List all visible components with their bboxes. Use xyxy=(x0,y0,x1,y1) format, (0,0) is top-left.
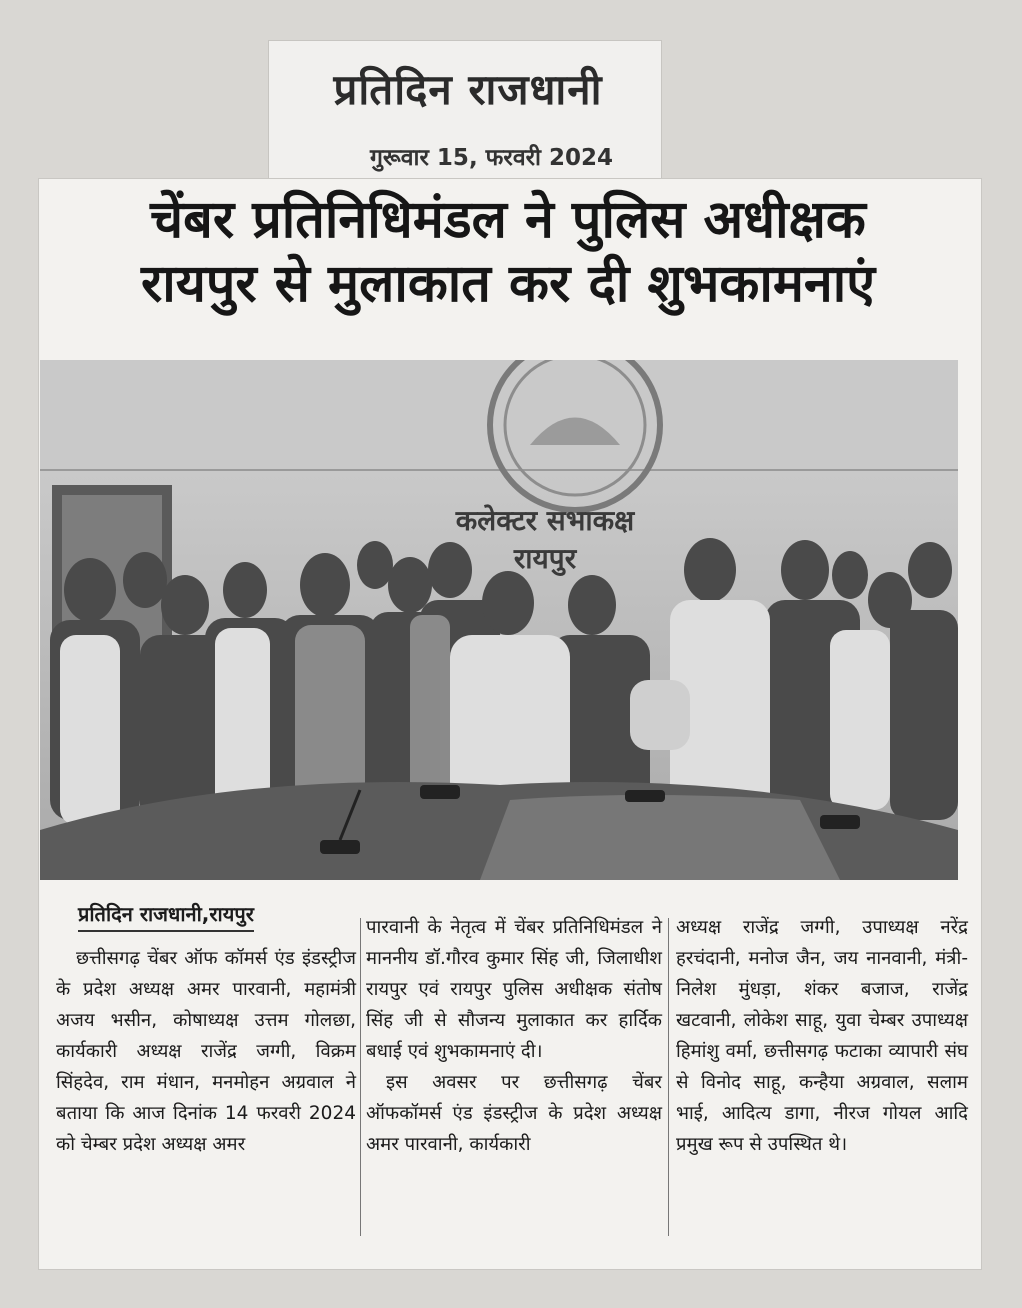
room-sign-line-1: कलेक्टर सभाकक्ष xyxy=(455,504,635,537)
room-sign-line-2: रायपुर xyxy=(513,542,577,575)
headline-line-1: चेंबर प्रतिनिधिमंडल ने पुलिस अधीक्षक xyxy=(150,190,866,250)
publication-date: गुरूवार 15, फरवरी 2024 xyxy=(369,145,613,171)
article-column-2 xyxy=(366,912,662,1160)
article-paragraph: अध्यक्ष राजेंद्र जग्गी, उपाध्यक्ष नरेंद्र हरचंदानी, मनोज जैन, जय नानवानी, मंत्री- निलेश मुंधड़ा, शंकर बजाज, राजेंद्र खटवानी, लोकेश साहू, युवा चेम्बर उपाध्यक्ष हिमांशु वर्मा, छत्तीसगढ़ फटाका व्यापारी संघ से विनोद साहू, कन्हैया अग्रवाल, सलाम भाई, आदित्य डागा, नीरज गोयल आदि प्रमुख रूप से उपस्थित थे। xyxy=(676,917,968,1155)
article-paragraph: इस अवसर पर छत्तीसगढ़ चेंबर ऑफकॉमर्स एंड इंडस्ट्रीज के प्रदेश अध्यक्ष अमर पारवानी, कार्यकारी xyxy=(366,1072,662,1155)
column-divider xyxy=(360,918,361,1236)
byline: प्रतिदिन राजधानी,रायपुर xyxy=(78,900,254,932)
group-photo-illustration xyxy=(40,360,958,880)
article-paragraph: पारवानी के नेतृत्व में चेंबर प्रतिनिधिमंडल ने माननीय डॉ.गौरव कुमार सिंह जी, जिलाधीश रायपुर एवं रायपुर पुलिस अधीक्षक संतोष सिंह जी से सौजन्य मुलाकात कर हार्दिक बधाई एवं शुभकामनाएं दी। xyxy=(366,917,662,1062)
news-photo xyxy=(40,360,958,880)
article-paragraph: छत्तीसगढ़ चेंबर ऑफ कॉमर्स एंड इंडस्ट्रीज के प्रदेश अध्यक्ष अमर पारवानी, महामंत्री अजय भसीन, कोषाध्यक्ष उत्तम गोलछा, कार्यकारी अध्यक्ष राजेंद्र जग्गी, विक्रम सिंहदेव, राम मंधान, मनमोहन अग्रवाल ने बताया कि आज दिनांक 14 फरवरी 2024 को चेम्बर प्रदेश अध्यक्ष अमर xyxy=(56,948,356,1155)
newspaper-name: प्रतिदिन राजधानी xyxy=(333,65,603,114)
article-column-1 xyxy=(56,943,356,1160)
headline xyxy=(52,188,964,316)
column-divider xyxy=(668,918,669,1236)
headline-line-2: रायपुर से मुलाकात कर दी शुभकामनाएं xyxy=(140,254,876,314)
article-column-3 xyxy=(676,912,968,1160)
